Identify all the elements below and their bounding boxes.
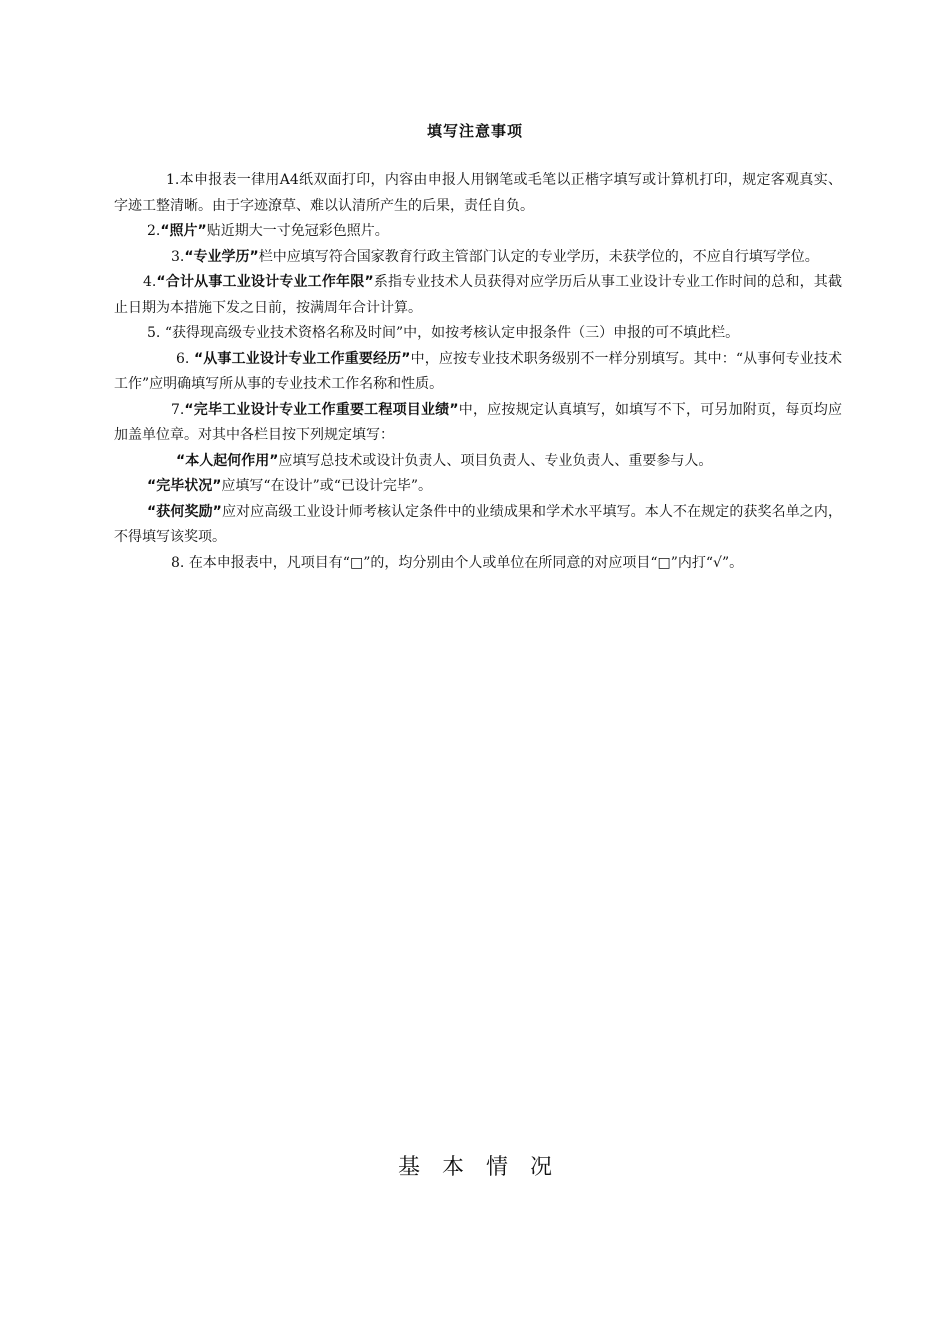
note-number: 6. xyxy=(176,350,190,367)
note-item-1 xyxy=(114,168,842,219)
note-item-6 xyxy=(114,347,842,398)
note-number: 4. xyxy=(143,274,157,290)
note-emphasis: “从事工业设计专业工作重要经历” xyxy=(193,350,411,367)
note-emphasis: “照片” xyxy=(160,223,207,239)
page-title: 填写注意事项 xyxy=(426,122,523,140)
note-number: 5. xyxy=(147,325,161,341)
note-emphasis: “完毕工业设计专业工作重要工程项目业绩” xyxy=(184,401,459,418)
note-subitem-status xyxy=(114,474,842,500)
note-number: 2. xyxy=(147,223,161,239)
note-item-3 xyxy=(114,245,842,271)
note-emphasis: “合计从事工业设计专业工作年限” xyxy=(156,274,374,290)
note-text: 系指专业技术人员获得对应学历后从事工业设计专业工作时间的总和，其截止日期为本措施下发之日前，按满周年合计计算。 xyxy=(114,274,843,316)
note-emphasis: “本人起何作用” xyxy=(176,452,279,469)
note-text: “获得现高级专业技术资格名称及时间”中，如按考核认定申报条件（三）申报的可不填此栏。 xyxy=(164,325,740,341)
note-text: 应填写“在设计”或“已设计完毕”。 xyxy=(221,478,433,494)
note-text: 本申报表一律用A4纸双面打印，内容由申报人用钢笔或毛笔以正楷字填写或计算机打印，规定客观真实、字迹工整清晰。由于字迹潦草、难以认清所产生的后果，责任自负。 xyxy=(114,172,842,214)
note-text: 中，应按专业技术职务级别不一样分别填写。其中：“从事何专业技术工作”应明确填写所从事的专业技术工作名称和性质。 xyxy=(114,350,843,392)
section-heading: 基本情况 xyxy=(397,1155,574,1180)
note-number: 7. xyxy=(171,401,185,418)
note-emphasis: “专业学历” xyxy=(184,248,259,265)
note-item-8 xyxy=(114,551,842,577)
note-emphasis: “完毕状况” xyxy=(147,478,222,494)
note-item-5 xyxy=(114,321,842,347)
note-number: 1. xyxy=(166,172,180,188)
note-text: 栏中应填写符合国家教育行政主管部门认定的专业学历，未获学位的，不应自行填写学位。 xyxy=(258,248,819,265)
note-text: 应对应高级工业设计师考核认定条件中的业绩成果和学术水平填写。本人不在规定的获奖名单之内，不得填写该奖项。 xyxy=(114,503,842,545)
notes-list xyxy=(114,168,842,576)
note-text: 贴近期大一寸免冠彩色照片。 xyxy=(206,223,389,239)
note-emphasis: “获何奖励” xyxy=(147,503,222,520)
note-item-7 xyxy=(114,398,842,449)
note-subitem-role xyxy=(114,449,842,475)
note-number: 3. xyxy=(171,248,185,265)
note-text: 在本申报表中，凡项目有“□”的，均分别由个人或单位在所同意的对应项目“□”内打“√”。 xyxy=(188,554,744,571)
note-item-2 xyxy=(114,219,842,245)
note-text: 应填写总技术或设计负责人、项目负责人、专业负责人、重要参与人。 xyxy=(278,452,713,469)
note-subitem-awards xyxy=(114,500,842,551)
note-item-4 xyxy=(114,270,842,321)
note-number: 8. xyxy=(171,554,185,571)
note-text: 中，应按规定认真填写，如填写不下，可另加附页，每页均应加盖单位章。对其中各栏目按下列规定填写： xyxy=(114,401,842,443)
